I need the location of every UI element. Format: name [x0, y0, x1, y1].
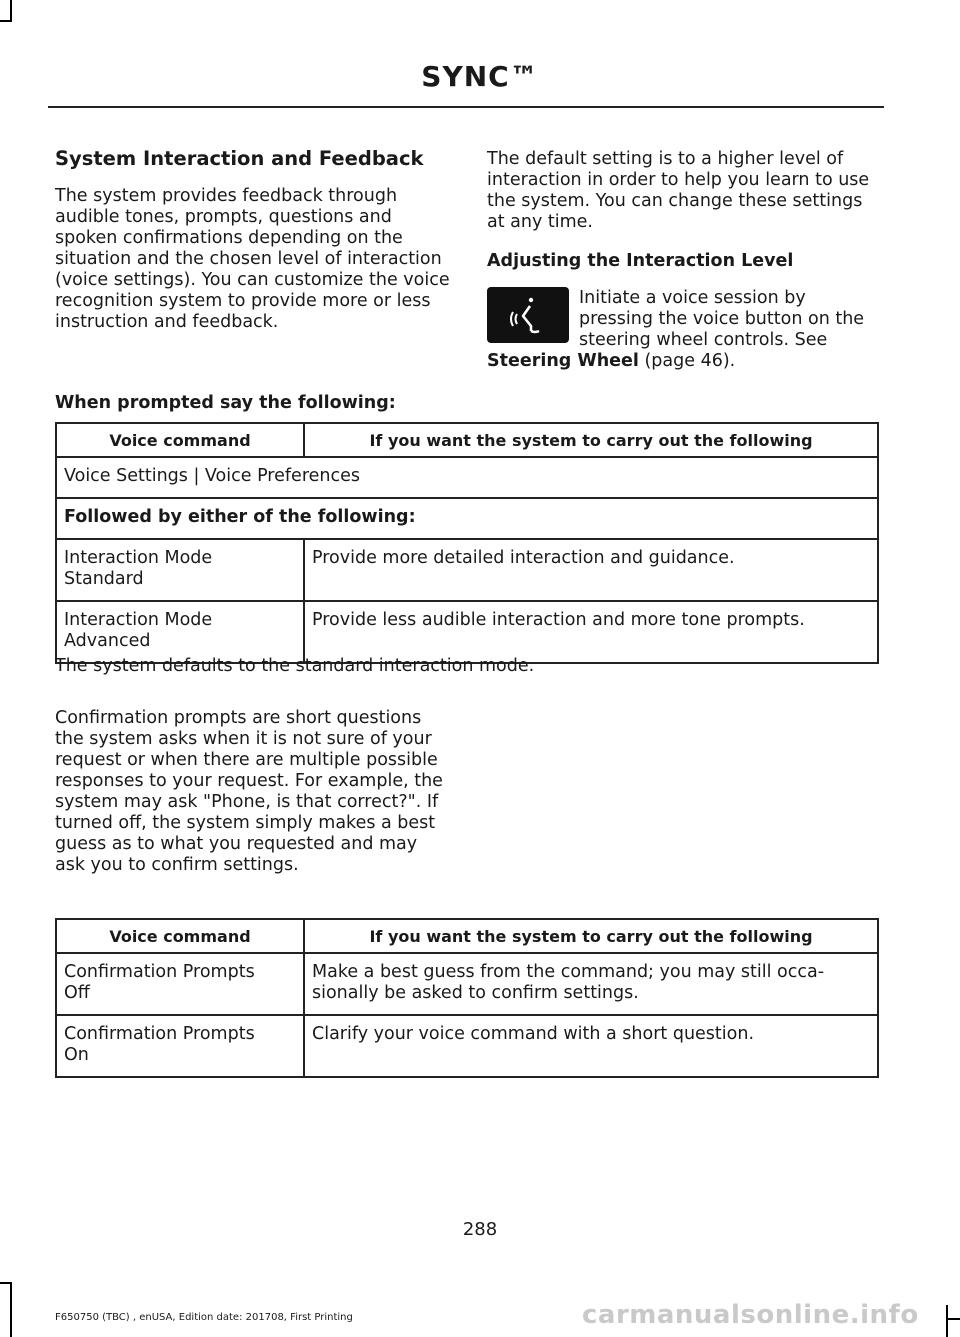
table-row [56, 498, 878, 539]
voice-settings-command: Voice Settings | Voice Preferences [56, 457, 878, 498]
table-lead-text: When prompted say the following: [55, 393, 396, 413]
steering-wheel-link[interactable]: Steering Wheel [487, 351, 639, 371]
table-header-row [56, 423, 878, 457]
section-heading: System Interaction and Feedback [55, 147, 424, 170]
column-header-action: If you want the system to carry out the following [304, 919, 878, 953]
left-column [55, 147, 450, 333]
table-row [56, 953, 878, 1015]
column-header-voice-command: Voice command [56, 423, 304, 457]
page-reference: (page 46). [638, 351, 736, 371]
crop-mark-bottom-left-h [0, 1282, 12, 1284]
description-cell: Provide more detailed interaction and guidance. [304, 539, 878, 601]
defaults-text: The system defaults to the standard interaction mode. [55, 656, 535, 676]
page-header-title: SYNC™ [421, 60, 539, 93]
command-cell [56, 1015, 304, 1077]
command-line: On [64, 1045, 89, 1065]
interaction-level-table [55, 422, 879, 664]
column-header-action: If you want the system to carry out the following [304, 423, 878, 457]
command-line: Interaction Mode [64, 610, 213, 630]
crop-mark-top-left-h [0, 20, 12, 22]
table-row [56, 601, 878, 663]
column-header-voice-command: Voice command [56, 919, 304, 953]
instruction-text: Initiate a voice session by pressing the voice button on the steering wheel controls. See [579, 288, 865, 350]
instruction-block [579, 288, 881, 351]
footer-edition-info: F650750 (TBC) , enUSA, Edition date: 201708, First Printing [55, 1312, 353, 1323]
table-row [56, 539, 878, 601]
crop-mark-top-left-v [10, 0, 12, 22]
command-line: Interaction Mode [64, 548, 213, 568]
confirmation-prompts-table [55, 918, 879, 1078]
page-number: 288 [462, 1219, 498, 1240]
description-cell: Make a best guess from the command; you may still occa-sionally be asked to confirm settings. [304, 953, 878, 1015]
command-line: Off [64, 983, 90, 1003]
header-divider [48, 106, 884, 108]
description-cell: Provide less audible interaction and more tone prompts. [304, 601, 878, 663]
watermark: carmanualsonline.info [582, 1300, 919, 1330]
command-line: Standard [64, 569, 144, 589]
crop-mark-bottom-right [946, 1305, 948, 1337]
description-cell: Clarify your voice command with a short question. [304, 1015, 878, 1077]
default-setting-text: The default setting is to a higher level of interaction in order to help you learn to use the system. You can change these settings at any time. [487, 149, 870, 232]
table-header-row [56, 919, 878, 953]
table-row [56, 1015, 878, 1077]
right-column [487, 149, 882, 272]
command-cell [56, 953, 304, 1015]
crop-mark-bottom-left [10, 1282, 12, 1337]
followed-by-label: Followed by either of the following: [56, 498, 878, 539]
subsection-heading: Adjusting the Interaction Level [487, 251, 794, 271]
confirmation-paragraph [55, 708, 450, 876]
command-cell [56, 539, 304, 601]
command-line: Confirmation Prompts [64, 962, 255, 982]
crop-mark-bottom-right-h [946, 1318, 960, 1320]
confirmation-text: Confirmation prompts are short questions the system asks when it is not sure of your request or when there are multiple possible responses to your request. For example, the system may ask "Phone, is that correct?". If turned off, the system simply makes a best guess as to what you requested and may ask you to confirm settings. [55, 708, 443, 875]
cross-reference [487, 351, 882, 372]
command-cell [56, 601, 304, 663]
voice-button-icon [487, 287, 569, 343]
command-line: Advanced [64, 631, 151, 651]
command-line: Confirmation Prompts [64, 1024, 255, 1044]
defaults-paragraph [55, 656, 885, 677]
table-row [56, 457, 878, 498]
section-body: The system provides feedback through audible tones, prompts, questions and spoken confirmations depending on the situation and the chosen level of interaction (voice settings). You can customize the voice recognition system to provide more or less instruction and feedback. [55, 186, 450, 332]
